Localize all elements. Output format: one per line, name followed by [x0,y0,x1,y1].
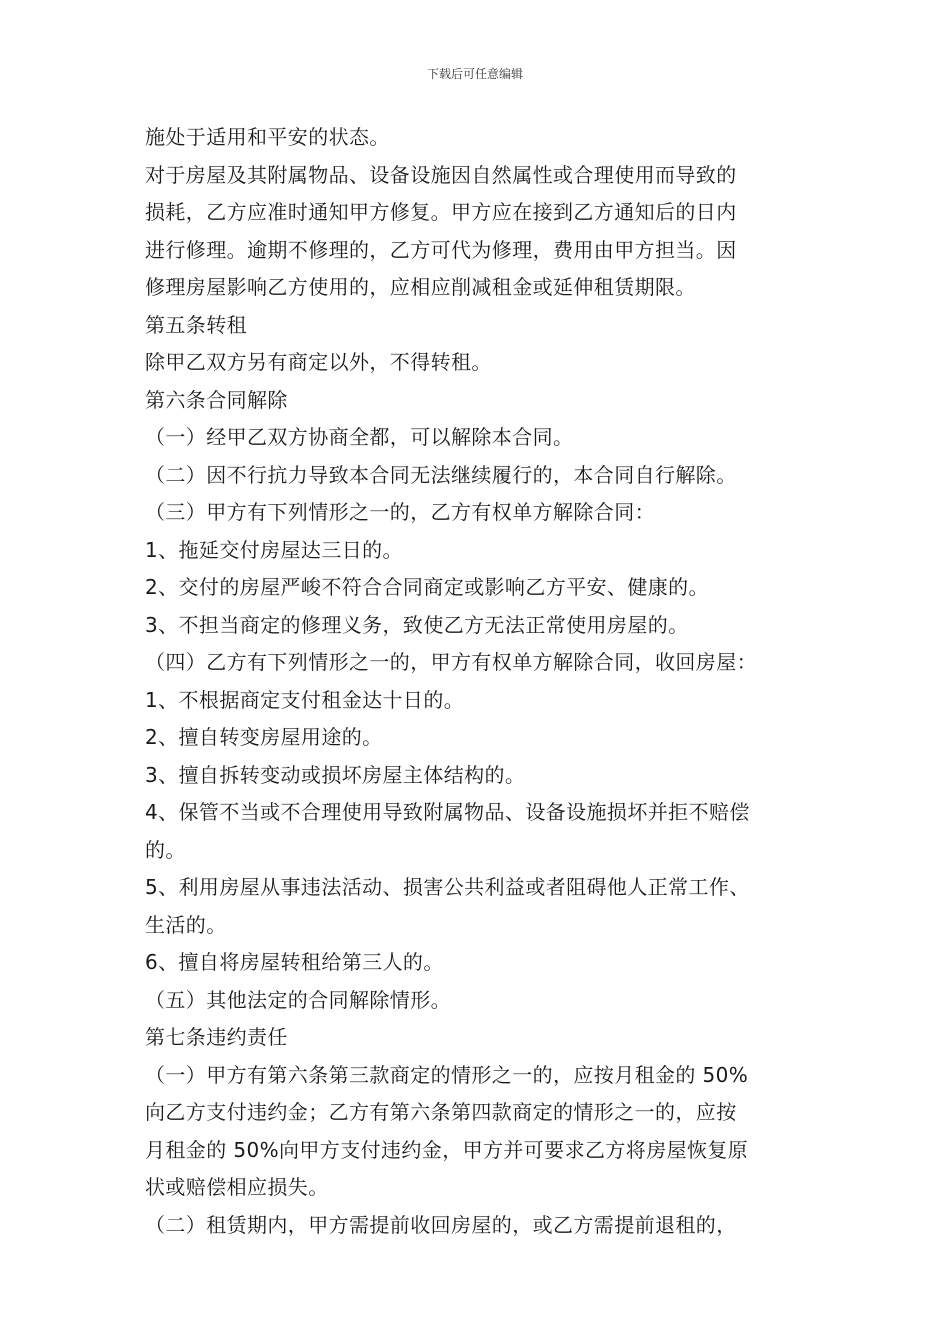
list-item: 2、擅自转变房屋用途的。 [145,725,383,749]
text-line: 月租金的 50%向甲方支付违约金，甲方并可要求乙方将房屋恢复原 [145,1137,749,1162]
list-item: 6、擅自将房屋转租给第三人的。 [145,950,444,974]
list-item: 3、擅自拆转变动或损坏房屋主体结构的。 [145,762,526,787]
text-line: 损耗，乙方应准时通知甲方修复。甲方应在接到乙方通知后的日内 [145,200,737,224]
list-item: 5、利用房屋从事违法活动、损害公共利益或者阻碍他人正常工作、 [145,875,750,899]
text-line: 修理房屋影响乙方使用的，应相应削减租金或延伸租赁期限。 [145,275,696,299]
text-line: 生活的。 [145,912,227,937]
text-line: （三）甲方有下列情形之一的，乙方有权单方解除合同： [145,500,655,524]
list-item: 1、不根据商定支付租金达十日的。 [145,687,465,712]
text-line: 状或赔偿相应损失。 [145,1175,329,1199]
text-line: （二）租赁期内，甲方需提前收回房屋的，或乙方需提前退租的， [145,1212,737,1237]
text-line: （五）其他法定的合同解除情形。 [145,987,451,1012]
text-line: （一）甲方有第六条第三款商定的情形之一的，应按月租金的 50% [145,1062,749,1087]
list-item: 4、保管不当或不合理使用导致附属物品、设备设施损坏并拒不赔偿 [145,800,750,824]
list-item: 1、拖延交付房屋达三日的。 [145,537,403,562]
text-line: 施处于适用和平安的状态。 [145,125,390,149]
text-line: 的。 [145,837,186,862]
section-heading: 第五条转租 [145,312,247,337]
text-line: 对于房屋及其附属物品、设备设施因自然属性或合理使用而导致的 [145,162,737,187]
list-item: 2、交付的房屋严峻不符合合同商定或影响乙方平安、健康的。 [145,575,709,599]
section-heading: 第七条违约责任 [145,1025,288,1049]
text-line: （四）乙方有下列情形之一的，甲方有权单方解除合同，收回房屋： [145,650,757,674]
text-line: （一）经甲乙双方协商全都，可以解除本合同。 [145,425,574,449]
text-line: （二）因不行抗力导致本合同无法继续履行的，本合同自行解除。 [145,462,737,487]
text-line: 向乙方支付违约金；乙方有第六条第四款商定的情形之一的，应按 [145,1100,737,1124]
text-line: 进行修理。逾期不修理的，乙方可代为修理，费用由甲方担当。因 [145,237,737,262]
text-line: 除甲乙双方另有商定以外，不得转租。 [145,350,492,374]
page-header-note: 下载后可任意编辑 [426,67,523,81]
section-heading: 第六条合同解除 [145,387,288,412]
document-body [145,119,810,1244]
list-item: 3、不担当商定的修理义务，致使乙方无法正常使用房屋的。 [145,612,689,637]
